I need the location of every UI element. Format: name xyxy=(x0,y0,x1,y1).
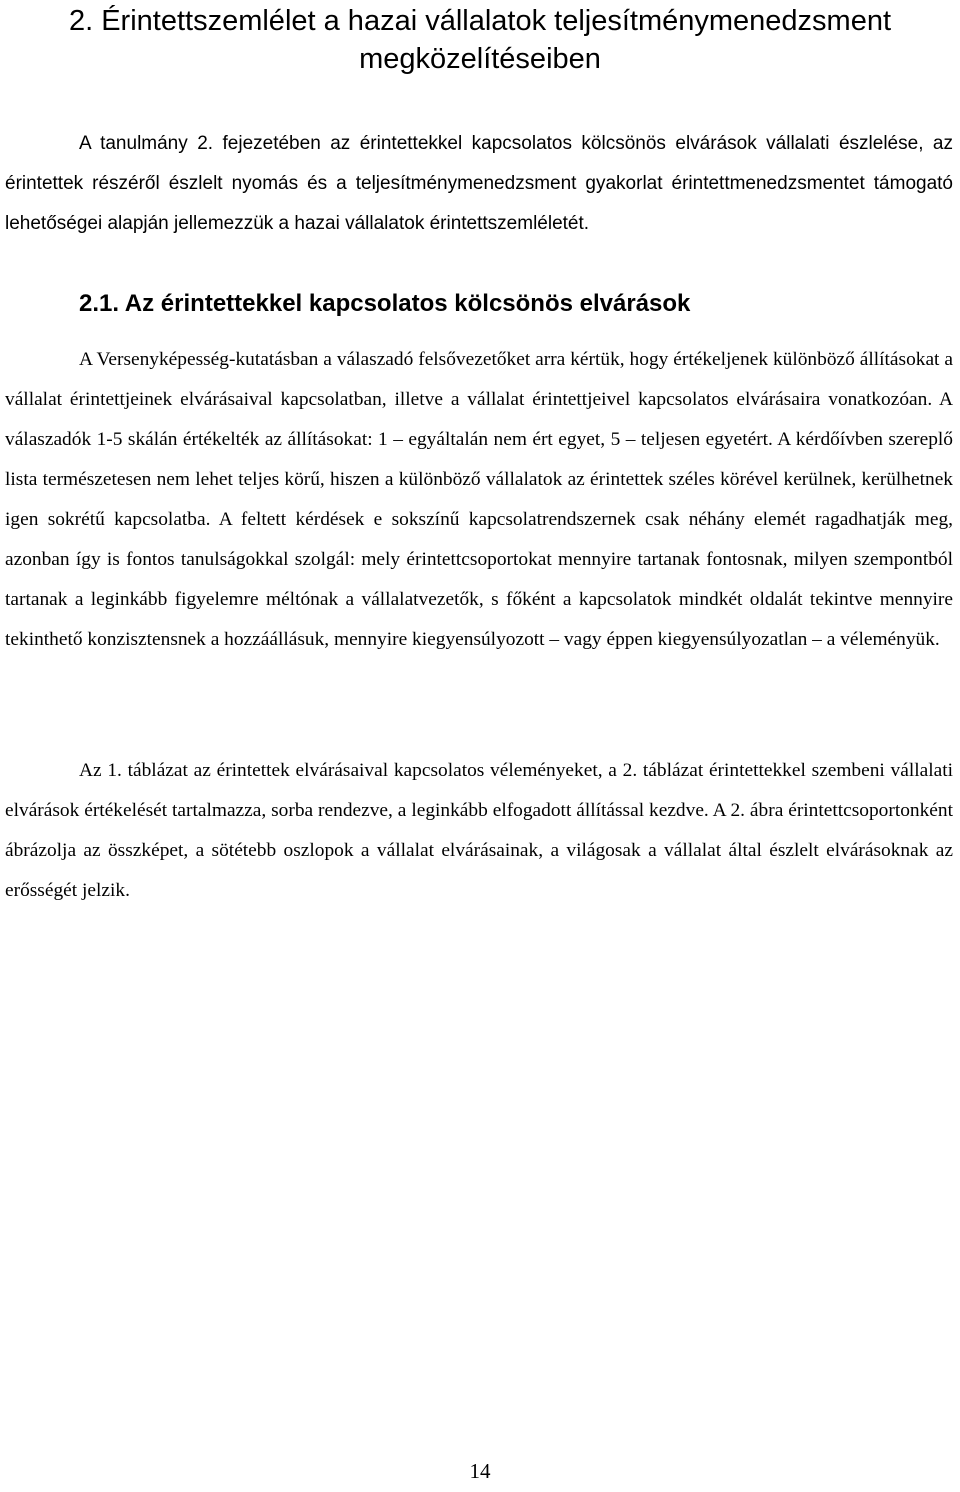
chapter-title-line-2: megközelítéseiben xyxy=(359,43,601,75)
section-title: 2.1. Az érintettekkel kapcsolatos kölcsönös elvárások xyxy=(79,290,691,317)
chapter-title-line-1: 2. Érintettszemlélet a hazai vállalatok teljesítménymenedzsment xyxy=(68,5,892,37)
body-paragraph-2: Az 1. táblázat az érintettek elvárásaival kapcsolatos véleményeket, a 2. táblázat érintettekkel szembeni vállalati elvárások értékelését tartalmazza, sorba rendezve, a leginkább elfogadott állítással kezdve. A 2. ábra érintettcsoportonként ábrázolja az összképet, a sötétebb oszlopok a vállalat elvárásainak, a világosak a vállalat által észlelt elvárásoknak az erősségét jelzik. xyxy=(5,760,953,901)
intro-paragraph: A tanulmány 2. fejezetében az érintettekkel kapcsolatos kölcsönös elvárások vállalati észlelése, az érintettek részéről észlelt nyomás és a teljesítménymenedzsment gyakorlat érintettmenedzsmentet támogató lehetőségei alapján jellemezzük a hazai vállalatok érintettszemléletét. xyxy=(5,133,953,234)
chapter-title xyxy=(0,2,960,78)
page-number: 14 xyxy=(469,1459,491,1483)
body-paragraph-1: A Versenyképesség-kutatásban a válaszadó felsővezetőket arra kértük, hogy értékeljenek különböző állításokat a vállalat érintettjeinek elvárásaival kapcsolatban, illetve a vállalat érintettjeivel kapcsolatos elvárásaira vonatkozóan. A válaszadók 1-5 skálán értékelték az állításokat: 1 – egyáltalán nem ért egyet, 5 – teljesen egyetért. A kérdőívben szereplő lista természetesen nem lehet teljes körű, hiszen a különböző vállalatok az érintettek széles körével kerülnek, kerülhetnek igen sokrétű kapcsolatba. A feltett kérdések e sokszínű kapcsolatrendszernek csak néhány elemét ragadhatják meg, azonban így is fontos tanulságokkal szolgál: mely érintettcsoportokat mennyire tartanak fontosnak, milyen szempontból tartanak a leginkább figyelemre méltónak a vállalatvezetők, s főként a kapcsolatok mindkét oldalát tekintve mennyire tekinthető konzisztensnek a hozzáállásuk, mennyire kiegyensúlyozott – vagy éppen kiegyensúlyozatlan – a véleményük. xyxy=(5,349,953,650)
